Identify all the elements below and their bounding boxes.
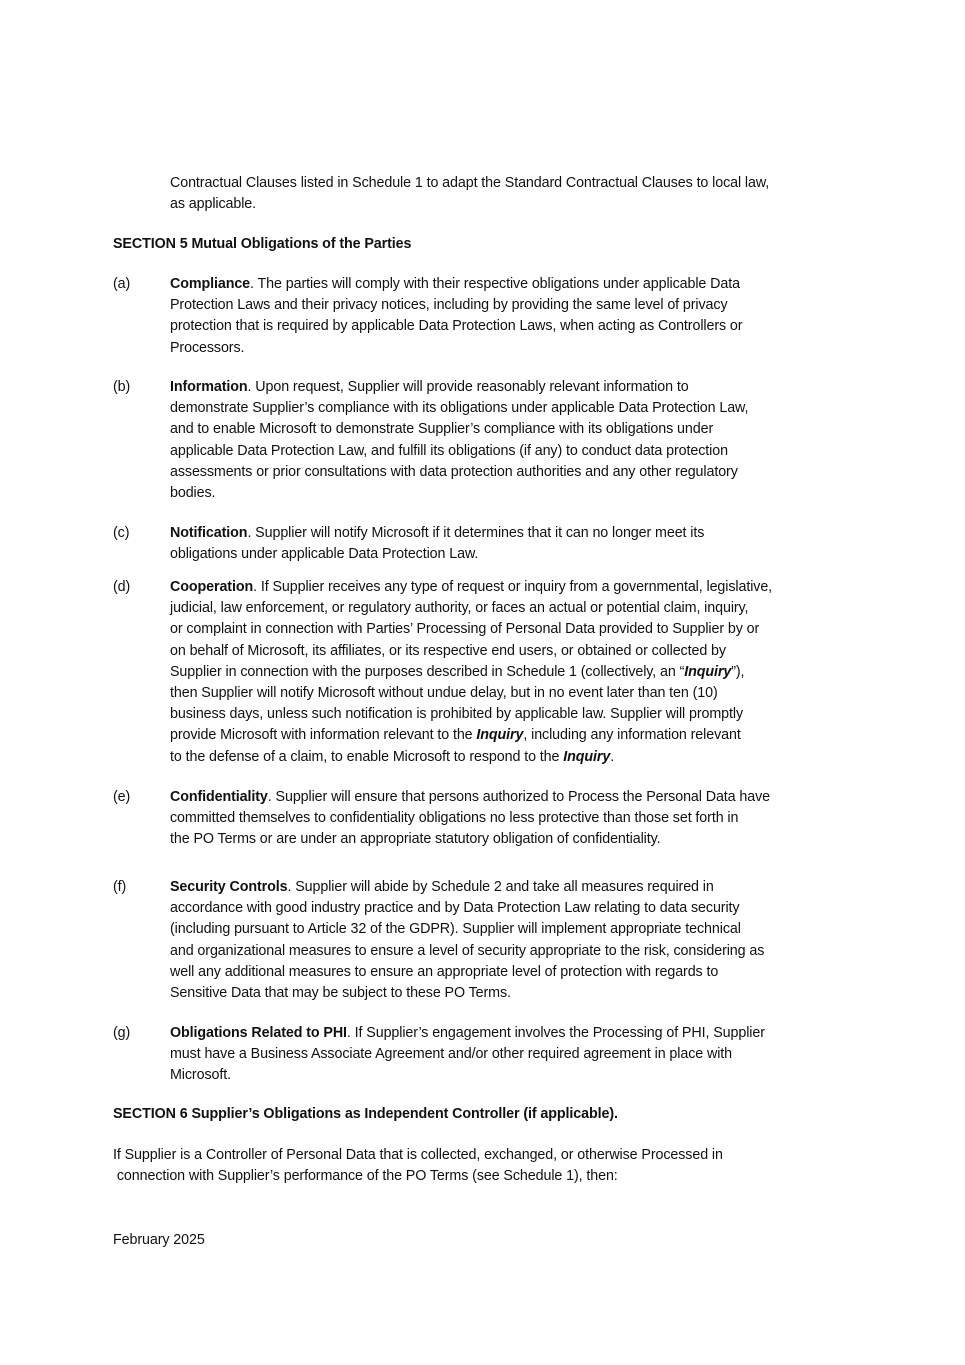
section-6-heading xyxy=(113,1104,618,1125)
text-line: applicable Data Protection Law, and fulfill its obligations (if any) to conduct data protection xyxy=(170,442,728,459)
text-line: Information. Upon request, Supplier will provide reasonably relevant information to xyxy=(170,379,689,395)
text-line: protection that is required by applicable Data Protection Laws, when acting as Controllers or xyxy=(170,318,743,335)
text-line: Security Controls. Supplier will abide by Schedule 2 and take all measures required in xyxy=(170,879,714,895)
text-line: Cooperation. If Supplier receives any type of request or inquiry from a governmental, legislative, xyxy=(170,579,773,595)
text-line: the PO Terms or are under an appropriate statutory obligation of confidentiality. xyxy=(170,831,661,848)
item-label: (f) xyxy=(113,879,127,895)
item-body xyxy=(170,523,704,565)
item-body xyxy=(170,377,748,504)
item-title: Obligations Related to PHI xyxy=(170,1025,347,1041)
item-title: Cooperation xyxy=(170,579,254,595)
item-body xyxy=(170,577,772,768)
heading-text: SECTION 5 Mutual Obligations of the Parties xyxy=(113,236,412,252)
item-label: (g) xyxy=(113,1025,131,1041)
item-title: Confidentiality xyxy=(170,789,268,805)
text-line: must have a Business Associate Agreement and/or other required agreement in place with xyxy=(170,1046,733,1063)
item-title: Notification xyxy=(170,525,248,541)
text-line: on behalf of Microsoft, its affiliates, or its respective end users, or obtained or collected by xyxy=(170,642,726,659)
item-body xyxy=(170,877,764,1004)
text-line: judicial, law enforcement, or regulatory authority, or faces an actual or potential claim, inquiry, xyxy=(170,600,749,617)
text-line: Contractual Clauses listed in Schedule 1 to adapt the Standard Contractual Clauses to local law, xyxy=(170,175,770,191)
text-line: connection with Supplier’s performance of the PO Terms (see Schedule 1), then: xyxy=(113,1168,618,1185)
text-line: bodies. xyxy=(170,485,216,502)
text-line: obligations under applicable Data Protection Law. xyxy=(170,546,479,563)
text-line: demonstrate Supplier’s compliance with its obligations under applicable Data Protection Law, xyxy=(170,400,749,417)
text-line: provide Microsoft with information relevant to the Inquiry, including any information relevant xyxy=(170,727,741,744)
item-body xyxy=(170,274,742,359)
text-line: Supplier in connection with the purposes described in Schedule 1 (collectively, an “Inquiry”), xyxy=(170,663,745,680)
item-label: (b) xyxy=(113,379,131,395)
heading-text: SECTION 6 Supplier’s Obligations as Independent Controller (if applicable). xyxy=(113,1106,618,1122)
text-line: and to enable Microsoft to demonstrate Supplier’s compliance with its obligations under xyxy=(170,421,714,438)
item-body xyxy=(170,1023,765,1087)
footer-date: February 2025 xyxy=(113,1232,205,1248)
text-line: Obligations Related to PHI. If Supplier’s engagement involves the Processing of PHI, Supplier xyxy=(170,1025,765,1041)
text-line: Processors. xyxy=(170,339,245,356)
text-line: Protection Laws and their privacy notices, including by providing the same level of privacy xyxy=(170,297,728,314)
item-label: (e) xyxy=(113,789,131,805)
item-body xyxy=(170,787,770,851)
text-line: If Supplier is a Controller of Personal Data that is collected, exchanged, or otherwise Processed in xyxy=(113,1147,723,1163)
text-line: (including pursuant to Article 32 of the GDPR). Supplier will implement appropriate technical xyxy=(170,921,741,938)
section-5-heading xyxy=(113,234,411,255)
text-line: to the defense of a claim, to enable Microsoft to respond to the Inquiry. xyxy=(170,748,615,765)
text-line: Compliance. The parties will comply with their respective obligations under applicable Data xyxy=(170,276,740,292)
item-label: (c) xyxy=(113,525,130,541)
text-line: Microsoft. xyxy=(170,1067,231,1084)
text-line: as applicable. xyxy=(170,196,257,213)
item-title: Security Controls xyxy=(170,879,288,895)
item-title: Information xyxy=(170,379,248,395)
text-line: committed themselves to confidentiality obligations no less protective than those set forth in xyxy=(170,810,739,827)
section-6-paragraph xyxy=(113,1145,723,1187)
item-label: (a) xyxy=(113,276,131,292)
item-title: Compliance xyxy=(170,276,251,292)
text-line: business days, unless such notification is prohibited by applicable law. Supplier will promptly xyxy=(170,706,744,723)
text-line: Notification. Supplier will notify Microsoft if it determines that it can no longer meet its xyxy=(170,525,705,541)
text-line: accordance with good industry practice and by Data Protection Law relating to data security xyxy=(170,900,740,917)
defined-term: Inquiry xyxy=(476,727,524,744)
text-line: Sensitive Data that may be subject to these PO Terms. xyxy=(170,985,511,1002)
text-line: and organizational measures to ensure a level of security appropriate to the risk, considering as xyxy=(170,942,765,959)
text-line: assessments or prior consultations with data protection authorities and any other regulatory xyxy=(170,463,738,480)
text-line: well any additional measures to ensure an appropriate level of protection with regards to xyxy=(170,963,719,980)
item-label: (d) xyxy=(113,579,131,595)
defined-term: Inquiry xyxy=(684,663,732,680)
text-line: or complaint in connection with Parties’ Processing of Personal Data provided to Supplier by or xyxy=(170,621,760,638)
text-line: Confidentiality. Supplier will ensure that persons authorized to Process the Personal Data have xyxy=(170,789,771,805)
text-line: then Supplier will notify Microsoft without undue delay, but in no event later than ten (10) xyxy=(170,685,718,702)
defined-term: Inquiry xyxy=(563,748,611,765)
